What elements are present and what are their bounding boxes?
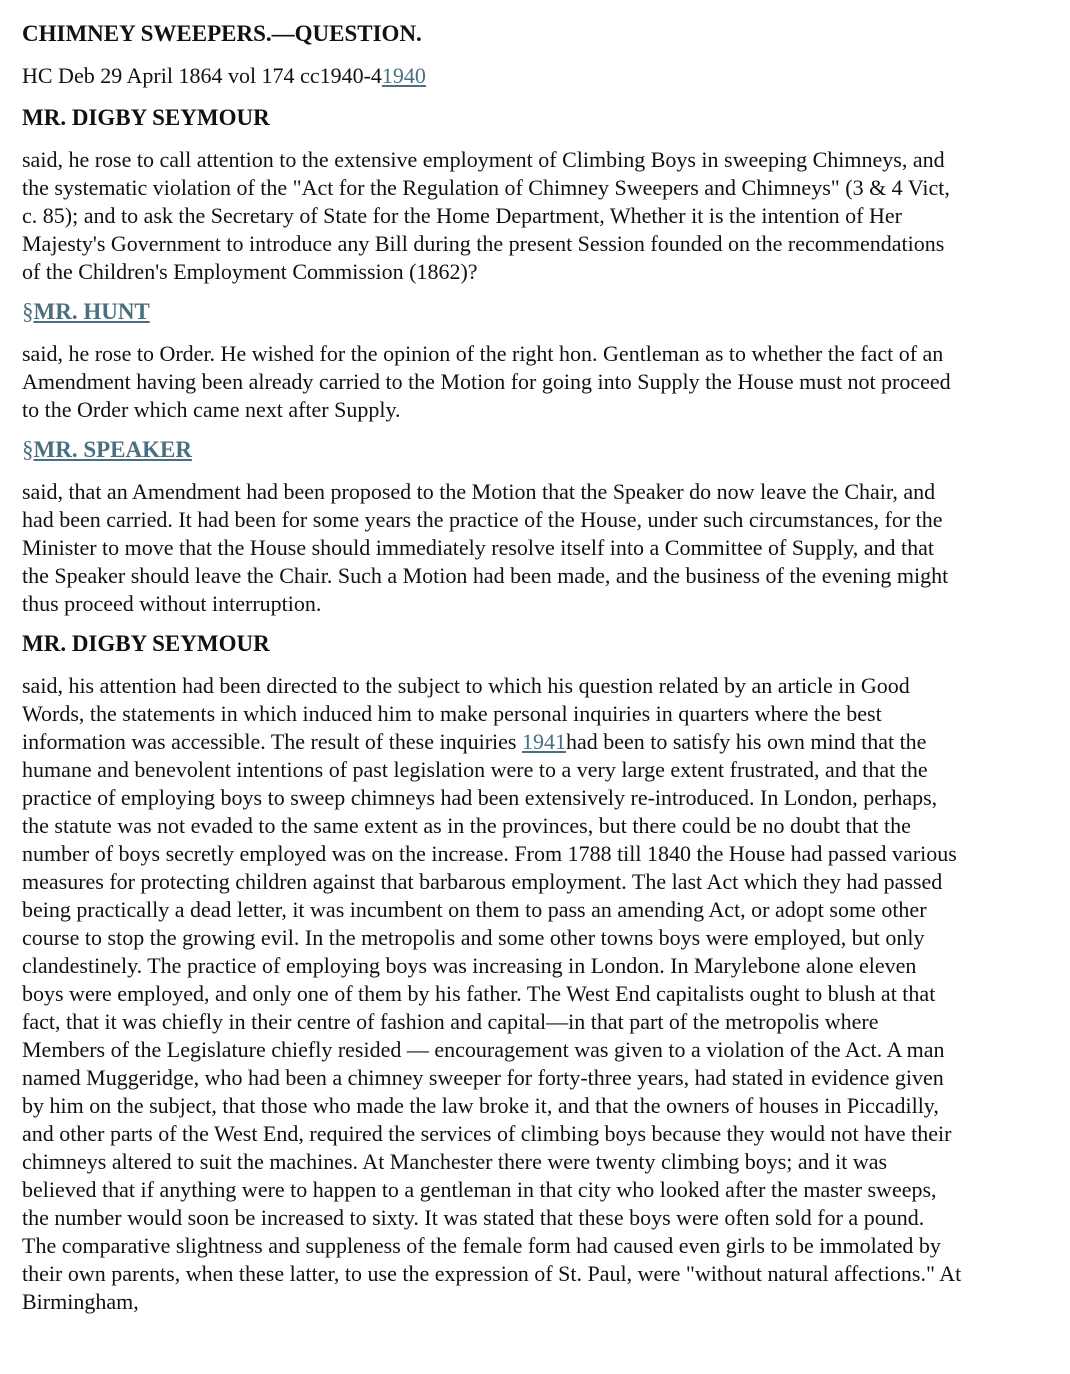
debate-title: CHIMNEY SWEEPERS.—QUESTION. bbox=[22, 21, 422, 46]
speaker-heading bbox=[22, 434, 1048, 466]
speaker-heading bbox=[22, 296, 1048, 328]
column-link-1941[interactable]: 1941 bbox=[521, 729, 566, 754]
speaker-name: MR. DIGBY SEYMOUR bbox=[22, 105, 270, 130]
debate-reference bbox=[22, 60, 1048, 92]
speaker-heading bbox=[22, 628, 1048, 660]
speech-text-part: said, his attention had been directed to the subject to which his question related by an article in Good Words, the statements in which induced him to make personal inquiries in quarters where the best information was accessible. The result of these inquiries bbox=[22, 673, 910, 754]
speaker-heading bbox=[22, 102, 1048, 134]
speaker-link-mr-hunt[interactable]: MR. HUNT bbox=[33, 299, 150, 324]
speech-text: said, he rose to Order. He wished for the opinion of the right hon. Gentleman as to whether the fact of an Amendment having been already carried to the Motion for going into Supply the House must not proceed to the Order which came next after Supply. bbox=[22, 341, 951, 422]
column-link-1940[interactable]: 1940 bbox=[381, 63, 426, 88]
section-mark: § bbox=[22, 299, 34, 324]
speech-text bbox=[22, 672, 962, 1316]
section-mark: § bbox=[22, 437, 34, 462]
speech-text-part: had been to satisfy his own mind that the humane and benevolent intentions of past legislation were to a very large extent frustrated, and that the practice of employing boys to sweep chimneys had been extensively re-introduced. In London, perhaps, the statute was not evaded to the same extent as in the provinces, but there could be no doubt that the number of boys secretly employed was on the increase. From 1788 till 1840 the House had passed various measures for protecting children against that barbarous employment. The last Act which they had passed being practically a dead letter, it was incumbent on them to pass an amending Act, or adopt some other course to stop the growing evil. In the metropolis and some other towns boys were employed, but only clandestinely. The practice of employing boys was increasing in London. In Marylebone alone eleven boys were employed, and only one of them by his father. The West End capitalists ought to blush at that fact, that it was chiefly in their centre of fashion and capital—in that part of the metropolis where Members of the Legislature chiefly resided — encouragement was given to a violation of the Act. A man named Muggeridge, who had been a chimney sweeper for forty-three years, had stated in evidence given by him on the subject, that those who made the law broke it, and that the owners of houses in Piccadilly, and other parts of the West End, required the services of climbing boys because they would not have their chimneys altered to suit the machines. At Manchester there were twenty climbing boys; and it was believed that if anything were to happen to a gentleman in that city who looked after the master sweeps, the number would soon be increased to sixty. It was stated that these boys were often sold for a pound. The comparative slightness and suppleness of the female form had caused even girls to be immolated by their own parents, when these latter, to use the expression of St. Paul, were "without natural affections." At Birmingham, bbox=[22, 729, 962, 1314]
speaker-name: MR. DIGBY SEYMOUR bbox=[22, 631, 270, 656]
debate-reference-text: HC Deb 29 April 1864 vol 174 cc1940-4 bbox=[22, 63, 382, 88]
speech-text: said, he rose to call attention to the extensive employment of Climbing Boys in sweeping Chimneys, and the systematic violation of the "Act for the Regulation of Chimney Sweepers and Chimneys" (3 & 4 Vict, c. 85); and to ask the Secretary of State for the Home Department, Whether it is the intention of Her Majesty's Government to introduce any Bill during the present Session founded on the recommendations of the Children's Employment Commission (1862)? bbox=[22, 147, 950, 284]
speaker-link-mr-speaker[interactable]: MR. SPEAKER bbox=[33, 437, 192, 462]
speech-text: said, that an Amendment had been proposed to the Motion that the Speaker do now leave the Chair, and had been carried. It had been for some years the practice of the House, under such circumstances, for the Minister to move that the House should immediately resolve itself into a Committee of Supply, and that the Speaker should leave the Chair. Such a Motion had been made, and the business of the evening might thus proceed without interruption. bbox=[22, 479, 949, 616]
